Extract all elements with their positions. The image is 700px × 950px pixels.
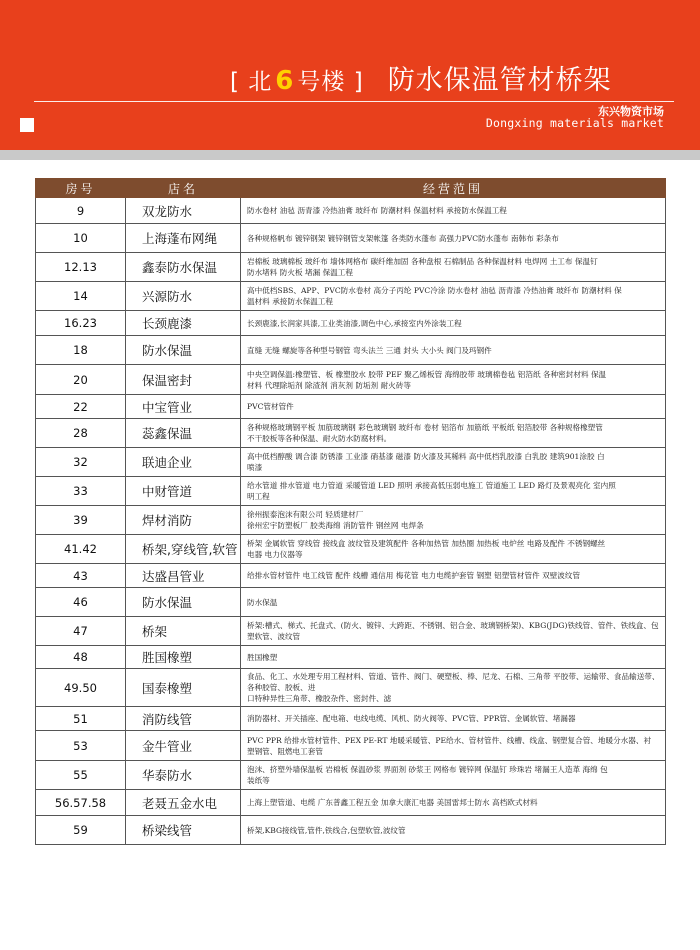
table-row xyxy=(36,448,666,477)
shop-name: 长颈鹿漆 xyxy=(126,311,241,336)
table-row xyxy=(36,761,666,790)
shop-name: 中财管道 xyxy=(126,477,241,506)
business-scope-line: 防水卷材 油毡 沥青漆 冷热油膏 玻纤布 防潮材料 保温材料 承接防水保温工程 xyxy=(247,206,507,215)
business-scope-line: 胜国橡塑 xyxy=(247,652,278,662)
business-scope xyxy=(241,564,666,588)
business-scope-line: 喷漆 xyxy=(247,463,263,472)
table-row xyxy=(36,731,666,761)
business-scope-line: 高中低档SBS、APP、PVC防水卷材 高分子丙纶 PVC冷涂 防水卷材 油毡 沥青漆 冷热油膏 玻纤布 防潮材料 保 xyxy=(247,286,622,295)
room-number: 9 xyxy=(36,198,126,224)
table-row xyxy=(36,669,666,707)
room-number: 32 xyxy=(36,448,126,477)
business-scope xyxy=(241,477,666,506)
room-number: 53 xyxy=(36,731,126,761)
building-number: 6 xyxy=(275,66,295,96)
table-row xyxy=(36,253,666,282)
header-room: 房号 xyxy=(36,179,126,198)
header-shop: 店名 xyxy=(126,179,241,198)
business-scope xyxy=(241,535,666,564)
shop-name: 华泰防水 xyxy=(126,761,241,790)
room-number: 33 xyxy=(36,477,126,506)
business-scope-line: 温材料 承接防水保温工程 xyxy=(247,297,333,306)
business-scope-line: 塑软管、波纹管 xyxy=(247,632,301,641)
table-row xyxy=(36,282,666,311)
business-scope-line: 电器 电力仪器等 xyxy=(247,550,303,559)
header-scope: 经营范围 xyxy=(241,179,666,198)
table-row xyxy=(36,224,666,253)
business-scope xyxy=(241,731,666,761)
room-number: 20 xyxy=(36,365,126,395)
business-scope xyxy=(241,311,666,336)
business-scope-line: PVC管材管件 xyxy=(247,402,294,411)
room-number: 41.42 xyxy=(36,535,126,564)
business-scope-line: 给水管道 排水管道 电力管道 采暖管道 LED 照明 承接高低压弱电施工 管道施工 LED 路灯及景观亮化 室内照 xyxy=(247,481,616,490)
building-label xyxy=(230,63,364,96)
business-scope-line: 口特种异性三角带、橡胶杂件、密封件、滤 xyxy=(247,694,392,703)
white-square-decoration xyxy=(20,118,34,132)
room-number: 14 xyxy=(36,282,126,311)
table-row xyxy=(36,198,666,224)
business-scope xyxy=(241,224,666,253)
shop-name: 焊材消防 xyxy=(126,506,241,535)
business-scope-line: 不干胶板等各种保温、耐火防水防腐材料。 xyxy=(247,434,392,443)
room-number: 28 xyxy=(36,419,126,448)
gray-strip xyxy=(0,150,700,160)
business-scope-line: 消防器材、开关插座、配电箱、电线电缆、风机、防火阀等、PVC管、PPR管、金属软管、堵漏器 xyxy=(247,714,576,723)
header-title-row xyxy=(230,58,612,98)
business-scope-line: 桥架,KBG接线管,管件,铁线合,包塑软管,波纹管 xyxy=(247,825,406,835)
shop-name: 桥梁线管 xyxy=(126,816,241,845)
shop-name: 双龙防水 xyxy=(126,198,241,224)
room-number: 59 xyxy=(36,816,126,845)
room-number: 55 xyxy=(36,761,126,790)
room-number: 43 xyxy=(36,564,126,588)
room-number: 56.57.58 xyxy=(36,790,126,816)
page-title: 防水保温管材桥架 xyxy=(387,65,612,96)
building-suffix: 号楼 xyxy=(297,69,346,95)
room-number: 12.13 xyxy=(36,253,126,282)
room-number: 22 xyxy=(36,395,126,419)
business-scope-line: 各种规格帆布 镀锌钢架 镀锌钢管支架帐篷 各类防水蓬布 高强力PVC防水蓬布 南韩布 彩条布 xyxy=(247,233,559,243)
table-row xyxy=(36,506,666,535)
business-scope-line: 塑钢管、阻燃电工套管 xyxy=(247,746,323,756)
business-scope-line: 徐州振泰泡沫有限公司 轻质建材厂 xyxy=(247,510,364,519)
business-scope-line: 桥架:槽式、梯式、托盘式、(防火、镀锌、大跨距、不锈钢、铝合金、玻璃钢桥架)、KBG(JDG)铁线管、管件、铁线盒、包 xyxy=(247,621,659,630)
table-row xyxy=(36,564,666,588)
business-scope xyxy=(241,448,666,477)
business-scope xyxy=(241,707,666,731)
business-scope-line: 长颈鹿漆,长润家具漆,工业类油漆,调色中心,承接室内外涂装工程 xyxy=(247,318,462,328)
table-row xyxy=(36,617,666,646)
business-scope-line: 桥架 金属软管 穿线管 接线盒 波纹管及建筑配件 各种加热管 加热圈 加热板 电炉丝 电路及配件 不锈钢螺丝 xyxy=(247,539,606,548)
business-scope xyxy=(241,646,666,669)
shop-name: 鑫泰防水保温 xyxy=(126,253,241,282)
tenant-directory-table xyxy=(35,178,666,845)
table-row xyxy=(36,365,666,395)
business-scope xyxy=(241,395,666,419)
business-scope-line: 岩棉板 玻璃棉板 玻纤布 墙体网格布 碳纤维加固 各种盘根 石棉制品 各种保温材料 电焊网 土工布 保温钉 xyxy=(247,257,598,266)
table-header-row xyxy=(36,179,666,198)
shop-name: 达盛昌管业 xyxy=(126,564,241,588)
room-number: 51 xyxy=(36,707,126,731)
business-scope-line: 装纸等 xyxy=(247,776,270,785)
table-row xyxy=(36,311,666,336)
table-row xyxy=(36,395,666,419)
business-scope xyxy=(241,761,666,790)
business-scope-line: 材料 代理除垢剂 除渣剂 消灰剂 防垢剂 耐火砖等 xyxy=(247,380,411,390)
business-scope-line: 直缝 无缝 螺旋等各种型号钢管 弯头法兰 三通 封头 大小头 阀门及玛钢件 xyxy=(247,345,492,355)
room-number: 39 xyxy=(36,506,126,535)
room-number: 18 xyxy=(36,336,126,365)
page-header xyxy=(0,0,700,150)
table-row xyxy=(36,419,666,448)
business-scope xyxy=(241,419,666,448)
table-row xyxy=(36,336,666,365)
business-scope-line: 防水保温 xyxy=(247,597,278,607)
business-scope xyxy=(241,336,666,365)
business-scope-line: 食品、化工、水处理专用工程材料、管道、管件、阀门、硬塑板、棒、尼龙、石棉、三角带 平胶带、运输带、食品输送带、各种胶管、胶板、进 xyxy=(247,672,660,692)
shop-name: 上海蓬布网绳 xyxy=(126,224,241,253)
business-scope xyxy=(241,669,666,707)
business-scope xyxy=(241,790,666,816)
shop-name: 桥架,穿线管,软管 xyxy=(126,535,241,564)
business-scope xyxy=(241,365,666,395)
business-scope-line: 徐州宏宇防塑板厂 胶类海绵 消防管件 钢丝网 电焊条 xyxy=(247,521,424,530)
business-scope xyxy=(241,198,666,224)
market-name-cn: 东兴物资市场 xyxy=(598,105,664,118)
bracket-right: ] xyxy=(353,69,364,95)
shop-name: 兴源防水 xyxy=(126,282,241,311)
business-scope-line: PVC PPR 给排水管材管件、PEX PE-RT 地暖采暖管、PE给水、管材管件、线槽、线盒、钢塑复合管、地暖分水器、衬 xyxy=(247,735,652,745)
business-scope xyxy=(241,588,666,617)
room-number: 16.23 xyxy=(36,311,126,336)
table-row xyxy=(36,707,666,731)
shop-name: 桥架 xyxy=(126,617,241,646)
table-row xyxy=(36,588,666,617)
header-divider xyxy=(34,101,674,102)
shop-name: 消防线管 xyxy=(126,707,241,731)
business-scope xyxy=(241,617,666,646)
shop-name: 防水保温 xyxy=(126,588,241,617)
business-scope xyxy=(241,816,666,845)
shop-name: 胜国橡塑 xyxy=(126,646,241,669)
shop-name: 联迪企业 xyxy=(126,448,241,477)
shop-name: 金牛管业 xyxy=(126,731,241,761)
business-scope-line: 高中低档醇酸 调合漆 防锈漆 工业漆 硝基漆 磁漆 防火漆及其稀料 高中低档乳胶漆 白乳胶 建筑901涂胶 白 xyxy=(247,452,605,461)
room-number: 49.50 xyxy=(36,669,126,707)
building-prefix: 北 xyxy=(248,69,273,95)
shop-name: 防水保温 xyxy=(126,336,241,365)
table-row xyxy=(36,477,666,506)
business-scope-line: 各种规格玻璃钢平板 加筋玻璃钢 彩色玻璃钢 玻纤布 卷材 铝箔布 加筋纸 平板纸 铝箔胶带 各种规格橡塑管 xyxy=(247,423,603,432)
shop-name: 保温密封 xyxy=(126,365,241,395)
business-scope xyxy=(241,253,666,282)
table-row xyxy=(36,816,666,845)
shop-name: 国泰橡塑 xyxy=(126,669,241,707)
room-number: 46 xyxy=(36,588,126,617)
shop-name: 蕊鑫保温 xyxy=(126,419,241,448)
bracket-left: [ xyxy=(230,69,240,95)
room-number: 47 xyxy=(36,617,126,646)
business-scope-line: 明工程 xyxy=(247,492,270,501)
table-row xyxy=(36,790,666,816)
shop-name: 老聂五金水电 xyxy=(126,790,241,816)
market-name-en: Dongxing materials market xyxy=(485,116,664,130)
business-scope-line: 防水堵料 防火板 堵漏 保温工程 xyxy=(247,268,353,277)
room-number: 10 xyxy=(36,224,126,253)
business-scope xyxy=(241,506,666,535)
business-scope-line: 中央空调保温:橡塑管、板 橡塑胶水 胶带 PEF 聚乙烯板管 海绵胶带 玻璃棉卷毡 铝箔纸 各种密封材料 保温 xyxy=(247,369,607,379)
business-scope-line: 给排水管材管件 电工线管 配件 线槽 通信用 梅花管 电力电缆护套管 钢塑 铝塑管材管件 双壁波纹管 xyxy=(247,571,581,580)
business-scope-line: 泡沫、挤塑外墙保温板 岩棉板 保温砂浆 界面剂 砂浆王 网格布 镀锌网 保温钉 珍珠岩 堵漏王人造革 海绵 包 xyxy=(247,765,608,774)
room-number: 48 xyxy=(36,646,126,669)
business-scope-line: 上海上塑管道、电缆 广东普鑫工程五金 加拿大康汇电器 美国雷邦士防水 高档欧式材料 xyxy=(247,798,538,807)
table-row xyxy=(36,646,666,669)
business-scope xyxy=(241,282,666,311)
table-row xyxy=(36,535,666,564)
table-body xyxy=(36,198,666,845)
shop-name: 中宝管业 xyxy=(126,395,241,419)
